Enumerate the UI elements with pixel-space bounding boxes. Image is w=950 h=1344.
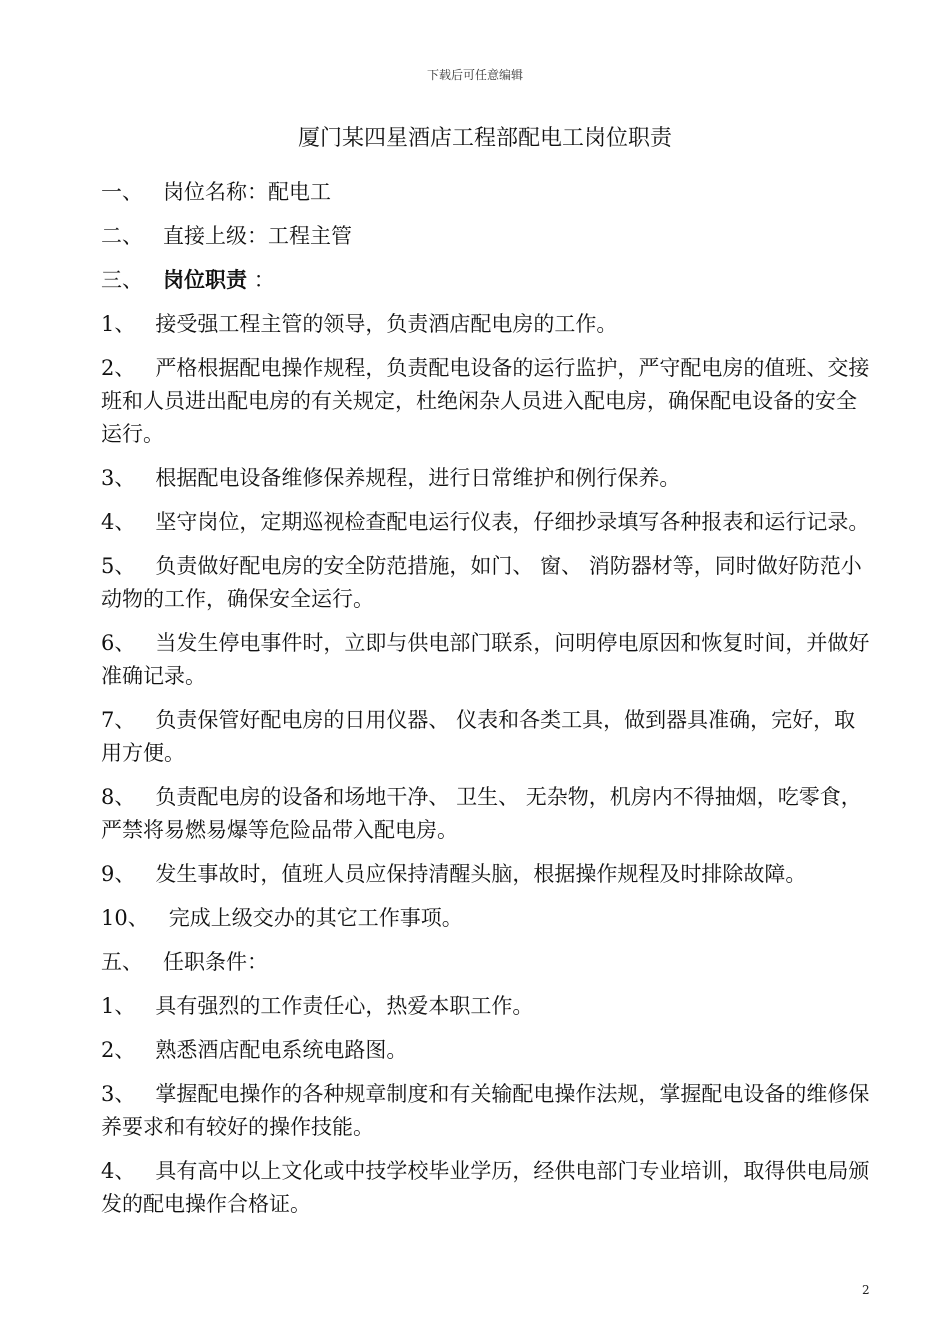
section-label: 岗位职责 bbox=[163, 268, 248, 292]
duty-text: 坚守岗位，定期巡视检查配电运行仪表，仔细抄录填写各种报表和运行记录。 bbox=[155, 510, 870, 534]
requirement-number: 1、 bbox=[101, 994, 136, 1018]
duty-text: 当发生停电事件时，立即与供电部门联系，问明停电原因和恢复时间，并做好准确记录。 bbox=[101, 631, 870, 688]
requirement-text: 具有强烈的工作责任心，热爱本职工作。 bbox=[155, 994, 534, 1018]
duty-number: 7、 bbox=[101, 708, 136, 732]
section-value: 配电工 bbox=[268, 180, 332, 204]
duty-text: 负责保管好配电房的日用仪器、 仪表和各类工具，做到器具准确，完好，取用方便。 bbox=[101, 708, 856, 765]
requirement-text: 掌握配电操作的各种规章制度和有关输配电操作法规，掌握配电设备的维修保养要求和有较好的操作技能。 bbox=[101, 1082, 870, 1139]
requirement-number: 3、 bbox=[101, 1082, 136, 1106]
duty-item bbox=[101, 858, 876, 891]
section-label: 任职条件： bbox=[163, 950, 269, 974]
duty-item bbox=[101, 352, 876, 451]
duty-item bbox=[101, 550, 876, 616]
section-position-name bbox=[101, 176, 876, 209]
duty-text: 负责做好配电房的安全防范措施，如门、 窗、 消防器材等，同时做好防范小动物的工作，确保安全运行。 bbox=[101, 554, 862, 611]
requirement-number: 2、 bbox=[101, 1038, 136, 1062]
page-title: 厦门某四星酒店工程部配电工岗位职责 bbox=[297, 126, 672, 151]
section-requirements-heading bbox=[101, 946, 876, 979]
requirement-number: 4、 bbox=[101, 1159, 136, 1183]
duty-number: 2、 bbox=[101, 356, 136, 380]
section-value: 工程主管 bbox=[268, 224, 353, 248]
section-label: 直接上级： bbox=[163, 224, 269, 248]
section-number: 二、 bbox=[101, 224, 143, 248]
duty-number: 6、 bbox=[101, 631, 136, 655]
duty-number: 5、 bbox=[101, 554, 136, 578]
requirement-text: 具有高中以上文化或中技学校毕业学历，经供电部门专业培训，取得供电局颁发的配电操作合格证。 bbox=[101, 1159, 870, 1216]
requirement-text: 熟悉酒店配电系统电路图。 bbox=[155, 1038, 408, 1062]
page-number: 2 bbox=[862, 1283, 870, 1297]
duty-text: 发生事故时，值班人员应保持清醒头脑，根据操作规程及时排除故障。 bbox=[155, 862, 807, 886]
requirement-item bbox=[101, 1078, 876, 1144]
duty-number: 8、 bbox=[101, 785, 136, 809]
duty-text: 根据配电设备维修保养规程，进行日常维护和例行保养。 bbox=[155, 466, 681, 490]
section-suffix: ： bbox=[247, 268, 275, 292]
duty-item bbox=[101, 506, 876, 539]
duty-number: 10、 bbox=[101, 906, 149, 930]
section-duties-heading bbox=[101, 264, 876, 297]
duty-number: 3、 bbox=[101, 466, 136, 490]
section-number: 三、 bbox=[101, 268, 143, 292]
duty-number: 1、 bbox=[101, 312, 136, 336]
duty-item bbox=[101, 627, 876, 693]
section-supervisor bbox=[101, 220, 876, 253]
duty-text: 负责配电房的设备和场地干净、 卫生、 无杂物，机房内不得抽烟，吃零食，严禁将易燃易爆等危险品带入配电房。 bbox=[101, 785, 862, 842]
duty-item bbox=[101, 704, 876, 770]
duty-item bbox=[101, 462, 876, 495]
requirement-item bbox=[101, 1155, 876, 1221]
duty-number: 4、 bbox=[101, 510, 136, 534]
duty-text: 接受强工程主管的领导，负责酒店配电房的工作。 bbox=[155, 312, 618, 336]
section-number: 一、 bbox=[101, 180, 143, 204]
duty-item bbox=[101, 781, 876, 847]
duty-text: 完成上级交办的其它工作事项。 bbox=[168, 906, 463, 930]
header-note: 下载后可任意编辑 bbox=[426, 68, 523, 82]
duty-number: 9、 bbox=[101, 862, 136, 886]
section-label: 岗位名称： bbox=[163, 180, 269, 204]
duty-item bbox=[101, 308, 876, 341]
document-body bbox=[101, 176, 876, 1232]
requirement-item bbox=[101, 1034, 876, 1067]
duty-item bbox=[101, 902, 876, 935]
duty-text: 严格根据配电操作规程，负责配电设备的运行监护，严守配电房的值班、交接班和人员进出配电房的有关规定，杜绝闲杂人员进入配电房，确保配电设备的安全运行。 bbox=[101, 356, 870, 446]
requirement-item bbox=[101, 990, 876, 1023]
section-number: 五、 bbox=[101, 950, 143, 974]
